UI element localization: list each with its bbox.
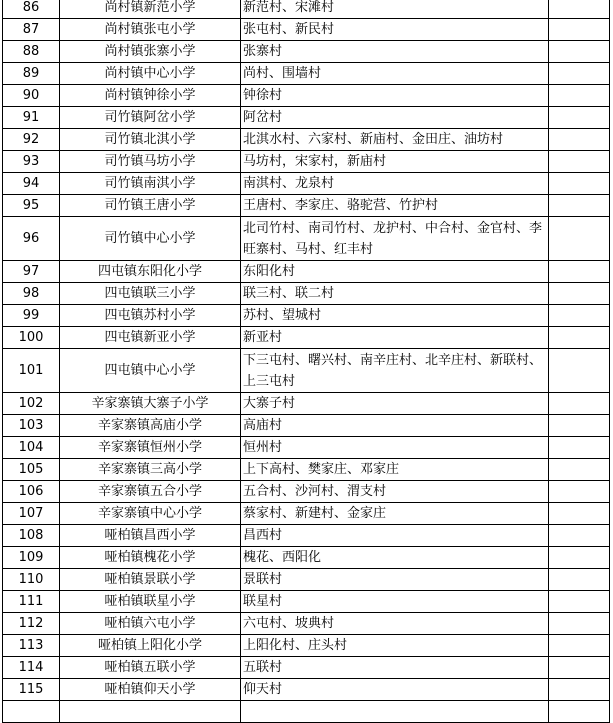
school-name-cell: 尚村镇张寨小学 [60, 41, 241, 63]
row-number-cell: 114 [3, 657, 60, 679]
row-number-cell: 99 [3, 305, 60, 327]
note-cell [549, 701, 610, 723]
table-row [3, 0, 610, 19]
village-list-cell: 张屯村、新民村 [241, 19, 549, 41]
note-cell [549, 19, 610, 41]
school-name-cell: 四屯镇联三小学 [60, 283, 241, 305]
school-name-cell: 四屯镇苏村小学 [60, 305, 241, 327]
village-list-cell: 联三村、联二村 [241, 283, 549, 305]
row-number-cell: 115 [3, 679, 60, 701]
table-row [3, 19, 610, 41]
school-name-cell: 辛家寨镇三高小学 [60, 459, 241, 481]
note-cell [549, 283, 610, 305]
school-name-cell: 哑柏镇六屯小学 [60, 613, 241, 635]
note-cell [549, 415, 610, 437]
table-row [3, 459, 610, 481]
village-list-cell: 五联村 [241, 657, 549, 679]
table-row [3, 107, 610, 129]
note-cell [549, 85, 610, 107]
school-name-cell: 辛家寨镇五合小学 [60, 481, 241, 503]
row-number-cell: 105 [3, 459, 60, 481]
school-name-cell: 哑柏镇仰天小学 [60, 679, 241, 701]
table-row [3, 481, 610, 503]
row-number-cell: 88 [3, 41, 60, 63]
row-number-cell: 98 [3, 283, 60, 305]
village-list-cell: 恒州村 [241, 437, 549, 459]
school-name-cell: 四屯镇新亚小学 [60, 327, 241, 349]
school-name-cell: 辛家寨镇大寨子小学 [60, 393, 241, 415]
village-list-cell: 北司竹村、南司竹村、龙护村、中合村、金官村、李旺寨村、马村、红丰村 [241, 217, 549, 261]
village-list-cell [241, 701, 549, 723]
village-list-cell: 尚村、围墙村 [241, 63, 549, 85]
row-number-cell: 96 [3, 217, 60, 261]
row-number-cell: 113 [3, 635, 60, 657]
table-row [3, 415, 610, 437]
village-list-cell: 仰天村 [241, 679, 549, 701]
table-row [3, 591, 610, 613]
table-row [3, 129, 610, 151]
table-row [3, 503, 610, 525]
note-cell [549, 569, 610, 591]
village-list-cell: 景联村 [241, 569, 549, 591]
note-cell [549, 129, 610, 151]
village-list-cell: 北淇水村、六家村、新庙村、金田庄、油坊村 [241, 129, 549, 151]
note-cell [549, 0, 610, 19]
table-row [3, 569, 610, 591]
village-list-cell: 联星村 [241, 591, 549, 613]
row-number-cell: 106 [3, 481, 60, 503]
note-cell [549, 525, 610, 547]
school-name-cell: 司竹镇马坊小学 [60, 151, 241, 173]
school-name-cell: 司竹镇阿岔小学 [60, 107, 241, 129]
school-name-cell: 尚村镇张屯小学 [60, 19, 241, 41]
school-name-cell: 哑柏镇上阳化小学 [60, 635, 241, 657]
note-cell [549, 261, 610, 283]
row-number-cell: 89 [3, 63, 60, 85]
table-row [3, 679, 610, 701]
row-number-cell: 104 [3, 437, 60, 459]
row-number-cell: 103 [3, 415, 60, 437]
village-list-cell: 苏村、望城村 [241, 305, 549, 327]
table-body [3, 0, 610, 723]
note-cell [549, 151, 610, 173]
note-cell [549, 393, 610, 415]
school-name-cell: 四屯镇中心小学 [60, 349, 241, 393]
note-cell [549, 503, 610, 525]
row-number-cell: 86 [3, 0, 60, 19]
note-cell [549, 635, 610, 657]
village-list-cell: 新范村、宋滩村 [241, 0, 549, 19]
row-number-cell: 107 [3, 503, 60, 525]
note-cell [549, 547, 610, 569]
school-name-cell: 辛家寨镇恒州小学 [60, 437, 241, 459]
note-cell [549, 173, 610, 195]
note-cell [549, 613, 610, 635]
village-list-cell: 大寨子村 [241, 393, 549, 415]
table-row [3, 85, 610, 107]
note-cell [549, 107, 610, 129]
school-name-cell: 哑柏镇槐花小学 [60, 547, 241, 569]
table-row [3, 41, 610, 63]
school-name-cell [60, 701, 241, 723]
row-number-cell: 94 [3, 173, 60, 195]
row-number-cell: 92 [3, 129, 60, 151]
table-row [3, 173, 610, 195]
note-cell [549, 305, 610, 327]
school-name-cell: 哑柏镇联星小学 [60, 591, 241, 613]
row-number-cell: 91 [3, 107, 60, 129]
table-row [3, 195, 610, 217]
village-list-cell: 昌西村 [241, 525, 549, 547]
row-number-cell: 90 [3, 85, 60, 107]
row-number-cell: 93 [3, 151, 60, 173]
school-name-cell: 司竹镇北淇小学 [60, 129, 241, 151]
village-list-cell: 东阳化村 [241, 261, 549, 283]
village-list-cell: 高庙村 [241, 415, 549, 437]
row-number-cell: 108 [3, 525, 60, 547]
note-cell [549, 481, 610, 503]
village-list-cell: 阿岔村 [241, 107, 549, 129]
school-name-cell: 尚村镇中心小学 [60, 63, 241, 85]
note-cell [549, 217, 610, 261]
village-list-cell: 马坊村，宋家村，新庙村 [241, 151, 549, 173]
table-row [3, 349, 610, 393]
school-name-cell: 哑柏镇昌西小学 [60, 525, 241, 547]
village-list-cell: 上阳化村、庄头村 [241, 635, 549, 657]
table-row [3, 547, 610, 569]
school-name-cell: 司竹镇中心小学 [60, 217, 241, 261]
school-name-cell: 司竹镇南淇小学 [60, 173, 241, 195]
school-name-cell: 尚村镇新范小学 [60, 0, 241, 19]
table-row [3, 305, 610, 327]
school-name-cell: 哑柏镇五联小学 [60, 657, 241, 679]
village-list-cell: 五合村、沙河村、渭支村 [241, 481, 549, 503]
row-number-cell: 95 [3, 195, 60, 217]
table-row [3, 613, 610, 635]
village-list-cell: 南淇村、龙泉村 [241, 173, 549, 195]
table-row [3, 525, 610, 547]
table-row [3, 701, 610, 723]
school-name-cell: 司竹镇王唐小学 [60, 195, 241, 217]
village-list-cell: 槐花、西阳化 [241, 547, 549, 569]
note-cell [549, 459, 610, 481]
table-row [3, 151, 610, 173]
row-number-cell: 97 [3, 261, 60, 283]
table-row [3, 393, 610, 415]
note-cell [549, 679, 610, 701]
table-row [3, 217, 610, 261]
village-list-cell: 下三屯村、曙兴村、南辛庄村、北辛庄村、新联村、上三屯村 [241, 349, 549, 393]
village-list-cell: 上下高村、樊家庄、邓家庄 [241, 459, 549, 481]
school-name-cell: 辛家寨镇高庙小学 [60, 415, 241, 437]
row-number-cell [3, 701, 60, 723]
note-cell [549, 195, 610, 217]
table-row [3, 63, 610, 85]
table-row [3, 327, 610, 349]
village-list-cell: 新亚村 [241, 327, 549, 349]
note-cell [549, 657, 610, 679]
table-row [3, 635, 610, 657]
table-row [3, 657, 610, 679]
school-name-cell: 辛家寨镇中心小学 [60, 503, 241, 525]
row-number-cell: 87 [3, 19, 60, 41]
row-number-cell: 112 [3, 613, 60, 635]
village-list-cell: 六屯村、坡典村 [241, 613, 549, 635]
village-list-cell: 王唐村、李家庄、骆驼营、竹护村 [241, 195, 549, 217]
table-row [3, 283, 610, 305]
note-cell [549, 63, 610, 85]
village-list-cell: 蔡家村、新建村、金家庄 [241, 503, 549, 525]
school-district-table [2, 0, 610, 723]
village-list-cell: 钟徐村 [241, 85, 549, 107]
table-row [3, 261, 610, 283]
row-number-cell: 101 [3, 349, 60, 393]
note-cell [549, 591, 610, 613]
row-number-cell: 102 [3, 393, 60, 415]
note-cell [549, 327, 610, 349]
school-name-cell: 四屯镇东阳化小学 [60, 261, 241, 283]
school-name-cell: 哑柏镇景联小学 [60, 569, 241, 591]
row-number-cell: 100 [3, 327, 60, 349]
village-list-cell: 张寨村 [241, 41, 549, 63]
note-cell [549, 437, 610, 459]
row-number-cell: 111 [3, 591, 60, 613]
school-name-cell: 尚村镇钟徐小学 [60, 85, 241, 107]
row-number-cell: 109 [3, 547, 60, 569]
row-number-cell: 110 [3, 569, 60, 591]
table-row [3, 437, 610, 459]
note-cell [549, 41, 610, 63]
note-cell [549, 349, 610, 393]
